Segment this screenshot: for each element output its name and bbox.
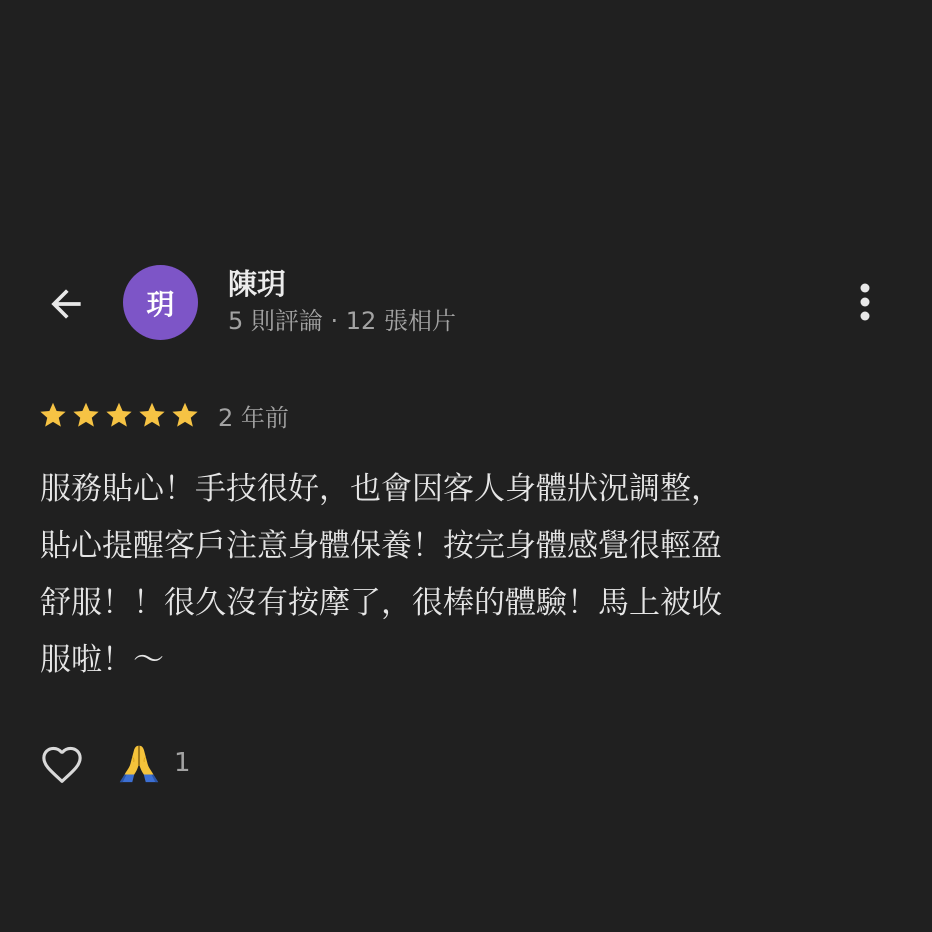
- more-options-button[interactable]: [843, 280, 887, 324]
- rating-row: [38, 398, 289, 432]
- reviewer-name[interactable]: 陳玥: [228, 267, 287, 301]
- arrow-left-icon: [44, 282, 88, 326]
- review-text-line: 服務貼心！手技很好，也會因客人身體狀況調整，: [40, 471, 722, 507]
- star-rating: [38, 400, 203, 430]
- review-text-line: 舒服！！很久沒有按摩了，很棒的體驗！馬上被收: [40, 585, 722, 621]
- star-icon: [137, 400, 167, 430]
- star-icon: [170, 400, 200, 430]
- star-icon: [104, 400, 134, 430]
- review-text-line: 貼心提醒客戶注意身體保養！按完身體感覺很輕盈: [40, 528, 722, 564]
- avatar[interactable]: 玥: [123, 265, 198, 340]
- heart-outline-icon: [37, 739, 87, 789]
- reaction-count: 1: [174, 748, 191, 778]
- pray-reaction[interactable]: [116, 740, 191, 786]
- like-button[interactable]: [36, 738, 88, 790]
- star-icon: [38, 400, 68, 430]
- reviewer-meta: 5 則評論 · 12 張相片: [228, 307, 456, 335]
- review-text: [40, 461, 890, 689]
- pray-emoji-icon: [116, 740, 162, 786]
- review-date: 2 年前: [218, 403, 289, 432]
- back-button[interactable]: [42, 280, 90, 328]
- more-vert-icon: [859, 282, 871, 322]
- review-text-line: 服啦！～: [40, 642, 164, 678]
- star-icon: [71, 400, 101, 430]
